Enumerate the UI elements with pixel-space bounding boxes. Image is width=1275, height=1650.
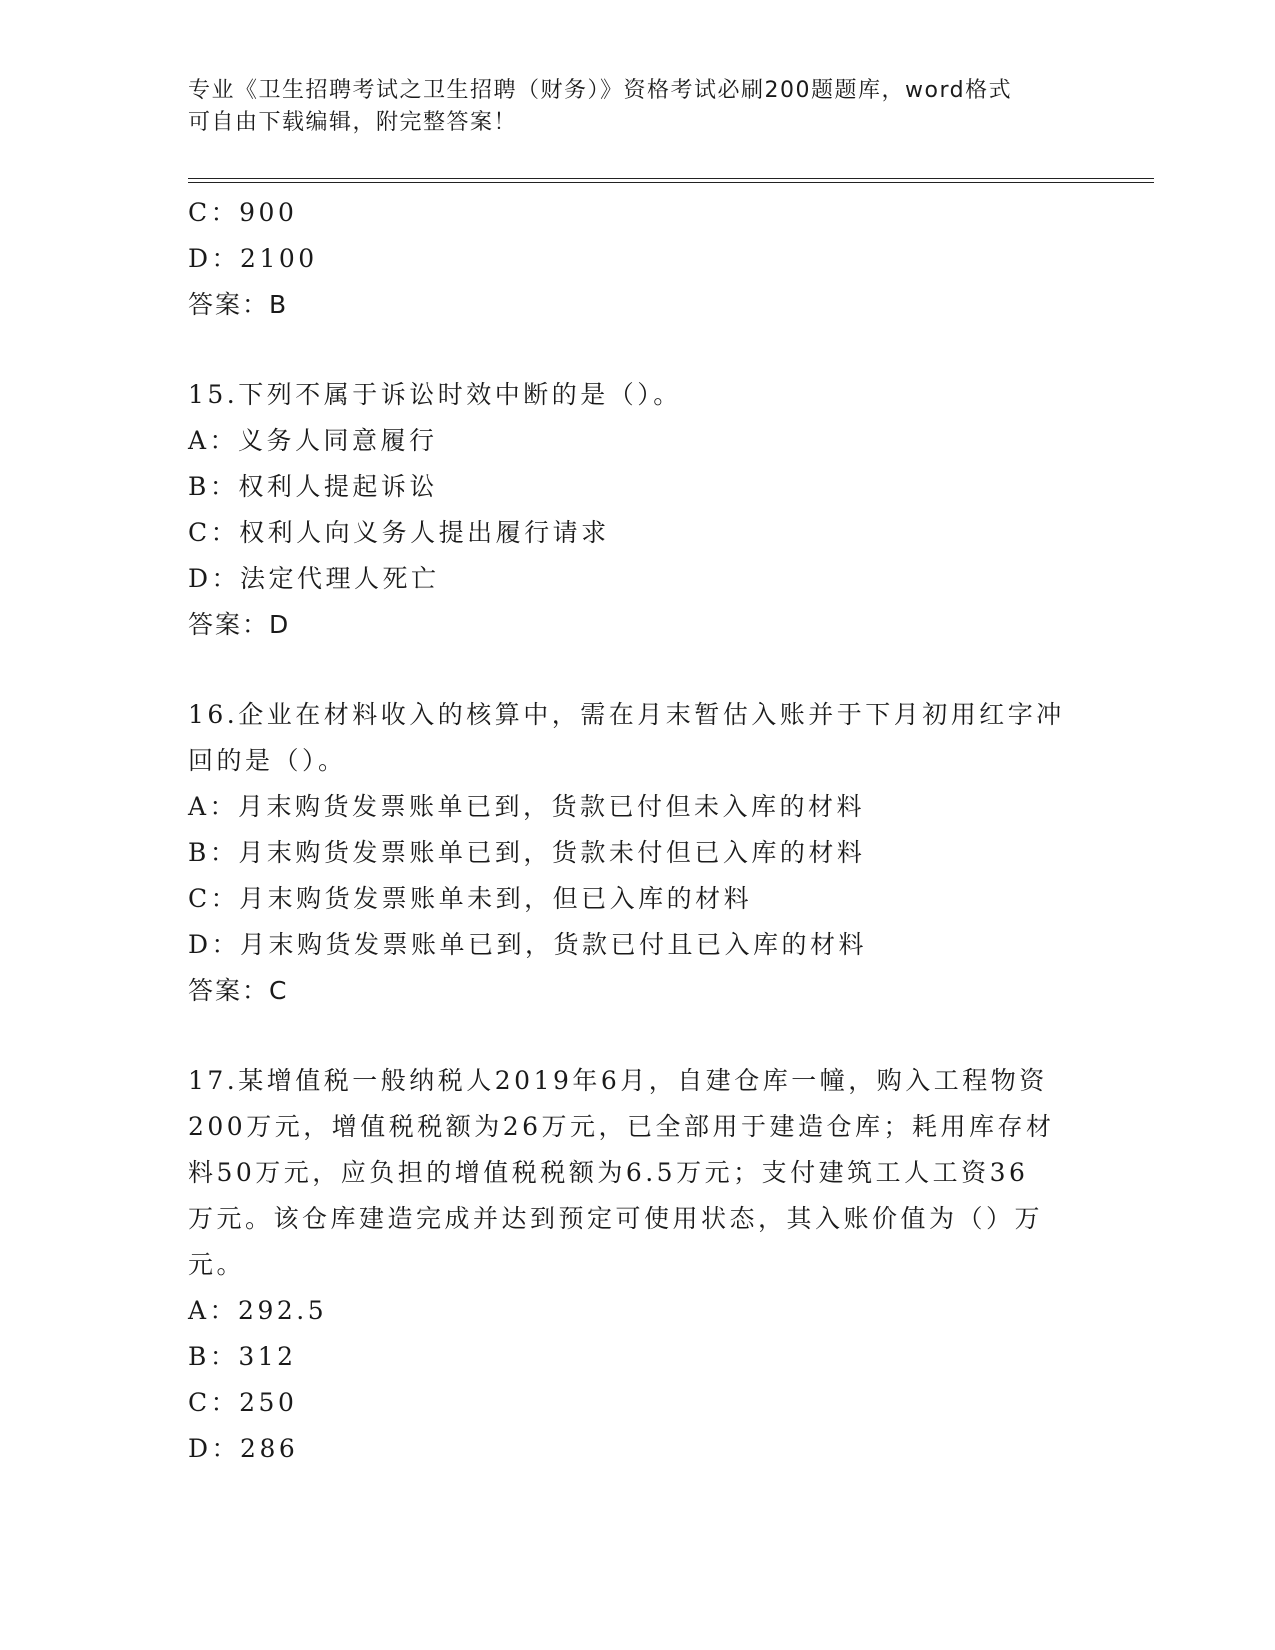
- question-stem-line-3: 料50万元，应负担的增值税税额为6.5万元；支付建筑工人工资36: [188, 1158, 1029, 1187]
- question-stem: 15.下列不属于诉讼时效中断的是（）。: [188, 380, 682, 409]
- option-c: C：月末购货发票账单未到，但已入库的材料: [188, 884, 753, 913]
- option-c: C：900: [188, 198, 298, 227]
- spacer: [188, 328, 1088, 372]
- answer-line: 答案：D: [188, 610, 291, 639]
- document-header: [188, 75, 1068, 139]
- answer-line: 答案：B: [188, 290, 289, 319]
- header-divider-top: [188, 178, 1154, 179]
- question-stem-line-2: 回的是（）。: [188, 746, 347, 775]
- header-title-line-2: 可自由下载编辑，附完整答案！: [188, 110, 518, 135]
- option-a: A：月末购货发票账单已到，货款已付但未入库的材料: [188, 792, 866, 821]
- option-d: D：法定代理人死亡: [188, 564, 440, 593]
- header-title-line-1: 专业《卫生招聘考试之卫生招聘（财务）》资格考试必刷200题题库，word格式: [188, 78, 1013, 103]
- question-stem-line-4: 万元。该仓库建造完成并达到预定可使用状态，其入账价值为（）万: [188, 1204, 1044, 1233]
- option-d: D：月末购货发票账单已到，货款已付且已入库的材料: [188, 930, 868, 959]
- document-body: [188, 190, 1088, 1472]
- option-a: A：义务人同意履行: [188, 426, 438, 455]
- header-divider-bottom: [188, 182, 1154, 183]
- question-17: [188, 1058, 1088, 1472]
- option-c: C：250: [188, 1388, 298, 1417]
- question-15: [188, 372, 1088, 648]
- spacer: [188, 1014, 1088, 1058]
- question-stem-line-2: 200万元，增值税税额为26万元，已全部用于建造仓库；耗用库存材: [188, 1112, 1055, 1141]
- question-stem-line-5: 元。: [188, 1250, 246, 1279]
- option-d: D：2100: [188, 244, 318, 273]
- question-14-tail: [188, 190, 1088, 328]
- question-stem-line-1: 17.某增值税一般纳税人2019年6月，自建仓库一幢，购入工程物资: [188, 1066, 1048, 1095]
- question-stem-line-1: 16.企业在材料收入的核算中，需在月末暂估入账并于下月初用红字冲: [188, 700, 1065, 729]
- option-d: D：286: [188, 1434, 299, 1463]
- option-a: A：292.5: [188, 1296, 328, 1325]
- option-b: B：月末购货发票账单已到，货款未付但已入库的材料: [188, 838, 866, 867]
- option-b: B：312: [188, 1342, 297, 1371]
- spacer: [188, 648, 1088, 692]
- question-16: [188, 692, 1088, 1014]
- option-b: B：权利人提起诉讼: [188, 472, 438, 501]
- answer-line: 答案：C: [188, 976, 289, 1005]
- option-c: C：权利人向义务人提出履行请求: [188, 518, 610, 547]
